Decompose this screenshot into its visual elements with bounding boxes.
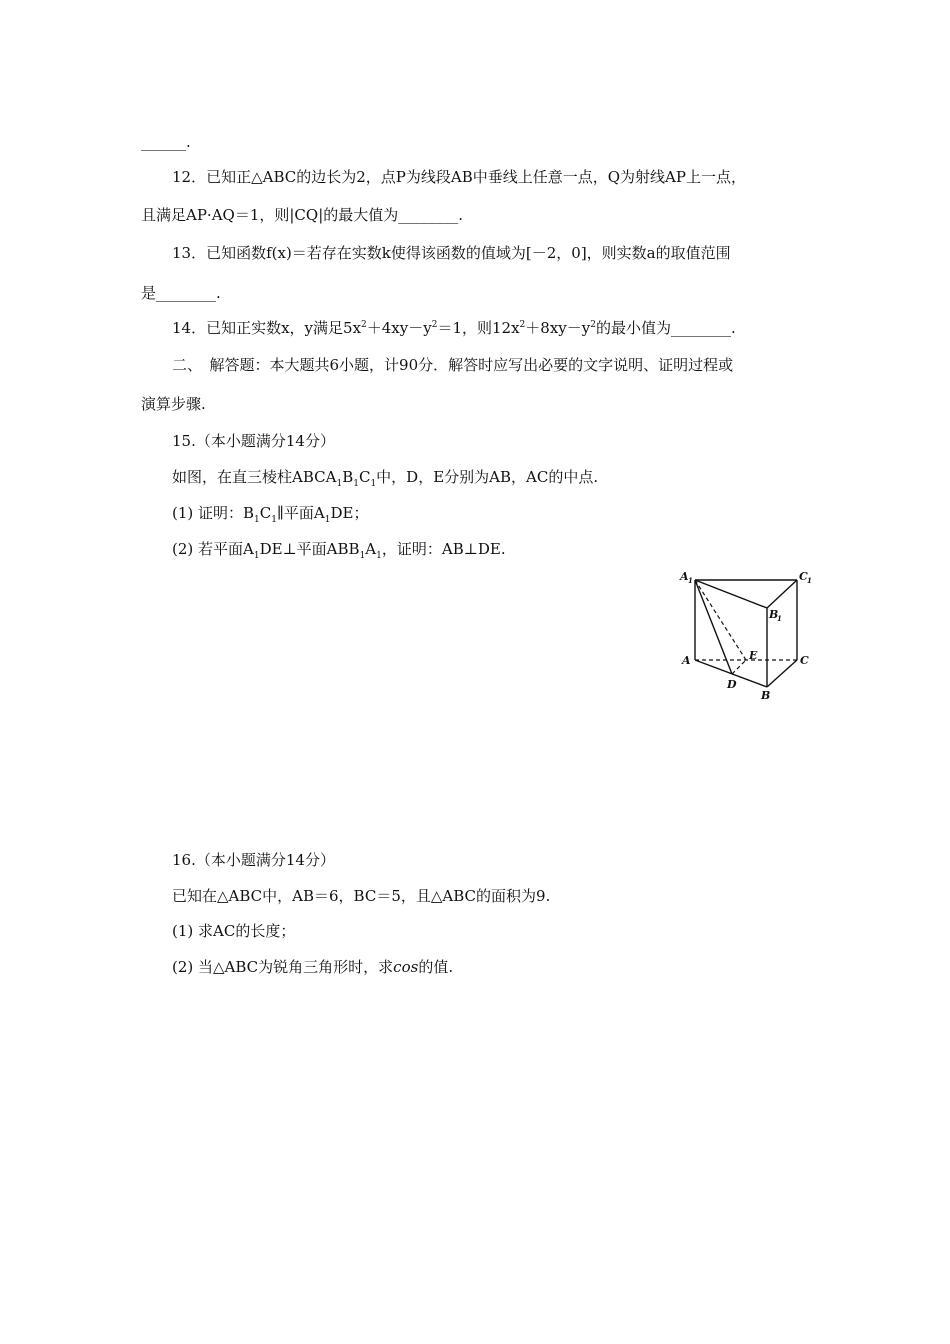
label-c: C xyxy=(800,654,809,667)
hidden-edge-a1-e xyxy=(695,580,746,660)
q14-exp: 2 xyxy=(590,320,596,330)
question-15-part-2 xyxy=(172,539,506,559)
question-16-part-1: (1) 求AC的长度； xyxy=(172,922,296,940)
question-16-part-2 xyxy=(172,957,453,977)
question-12-line-2: 且满足AP·AQ＝1，则|CQ|的最大值为________. xyxy=(141,206,464,224)
question-14 xyxy=(172,318,736,338)
q14-text-b: ＋4xy－y xyxy=(366,319,432,337)
edge-a1-b1 xyxy=(695,580,767,608)
label-a1: A xyxy=(680,570,689,583)
label-a: A xyxy=(682,654,691,667)
section-2-heading: 二、 解答题：本大题共6小题，计90分．解答时应写出必要的文字说明、证明过程或 xyxy=(172,356,734,374)
q15-p1-c: ∥平面A xyxy=(277,504,325,522)
q15-p2-c: A xyxy=(365,540,377,558)
q14-exp: 2 xyxy=(519,320,526,330)
q14-text-d: ＋8xy－y xyxy=(525,319,591,337)
q15-stem-d: 中，D，E分别为AB，AC的中点. xyxy=(376,468,599,486)
label-c1: C xyxy=(799,570,808,583)
question-16-stem: 已知在△ABC中，AB＝6，BC＝5，且△ABC的面积为9. xyxy=(172,887,551,905)
label-d: D xyxy=(727,678,737,691)
subscript: 1 xyxy=(324,515,331,525)
label-c1-sub: 1 xyxy=(807,576,812,585)
q14-exp: 2 xyxy=(431,320,438,330)
subscript: 1 xyxy=(359,551,366,561)
question-15-header: 15.（本小题满分14分） xyxy=(172,432,335,450)
subscript: 1 xyxy=(253,551,260,561)
q16-p2-a: (2) 当△ABC为锐角三角形时，求 xyxy=(172,958,394,976)
q15-p1-d: DE； xyxy=(330,504,369,522)
answer-blank: ______. xyxy=(141,133,191,151)
q15-p1-a: (1) 证明：B xyxy=(172,504,255,522)
q15-p2-d: ，证明：AB⊥DE. xyxy=(381,540,506,558)
label-b: B xyxy=(761,689,771,702)
q14-exp: 2 xyxy=(361,320,367,330)
q15-p1-b: C xyxy=(259,504,272,522)
q15-stem-b: B xyxy=(342,468,354,486)
edge-b1-c1 xyxy=(767,580,797,608)
q14-text-c: ＝1，则12x xyxy=(437,319,520,337)
label-a1-sub: 1 xyxy=(688,576,693,585)
edge-b-c xyxy=(767,660,797,687)
label-b1: B xyxy=(769,608,779,621)
question-13-line-1: 13．已知函数f(x)＝若存在实数k使得该函数的值域为[－2，0]，则实数a的取值范围 xyxy=(172,244,731,262)
q15-stem-a: 如图，在直三棱柱ABCA xyxy=(172,468,337,486)
question-16-header: 16.（本小题满分14分） xyxy=(172,851,335,869)
label-e: E xyxy=(749,649,758,662)
q15-stem-c: C xyxy=(358,468,371,486)
q14-text-e: 的最小值为________. xyxy=(595,319,736,337)
section-2-heading-cont: 演算步骤. xyxy=(141,395,206,413)
triangular-prism-figure xyxy=(676,566,816,706)
q14-text-a: 14．已知正实数x，y满足5x xyxy=(172,319,362,337)
subscript: 1 xyxy=(353,479,359,489)
label-b1-sub: 1 xyxy=(777,614,782,623)
subscript: 1 xyxy=(271,515,277,525)
q16-p2-cos: cos xyxy=(393,958,419,976)
q16-p2-b: 的值. xyxy=(418,958,454,976)
q15-p2-a: (2) 若平面A xyxy=(172,540,254,558)
subscript: 1 xyxy=(254,515,260,525)
subscript: 1 xyxy=(336,479,343,489)
question-15-part-1 xyxy=(172,503,368,523)
subscript: 1 xyxy=(370,479,377,489)
question-15-stem xyxy=(172,467,598,487)
question-13-line-2: 是________. xyxy=(141,284,221,302)
q15-p2-b: DE⊥平面ABB xyxy=(259,540,360,558)
hidden-edge-d-e xyxy=(732,660,746,674)
question-12-line-1: 12．已知正△ABC的边长为2，点P为线段AB中垂线上任意一点，Q为射线AP上一点， xyxy=(172,168,746,186)
subscript: 1 xyxy=(376,551,382,561)
